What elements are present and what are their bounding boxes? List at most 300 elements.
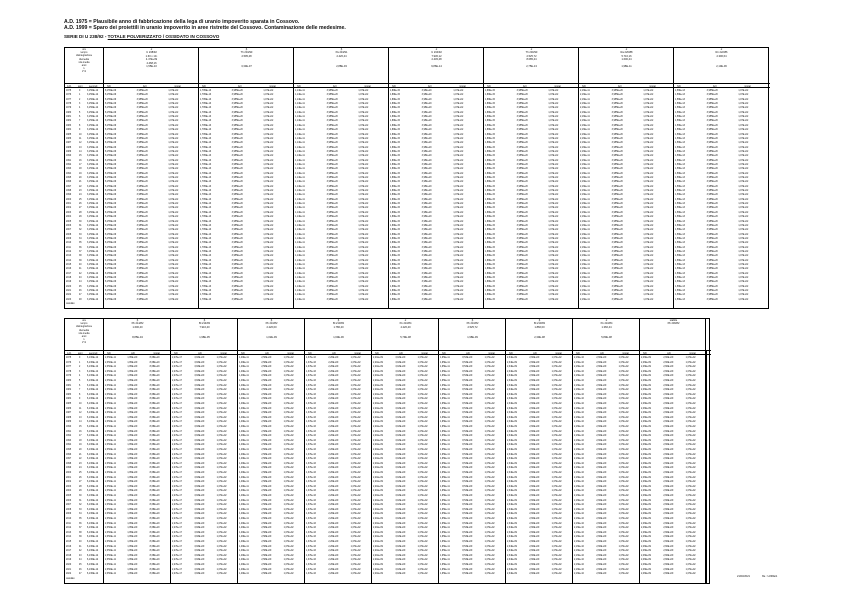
row-year: 2005 (66, 495, 72, 497)
row-value: 1,88E+15 (485, 168, 495, 171)
row-value: 3,93E+09 (194, 559, 205, 562)
row-value: 2,16E+11 (580, 246, 590, 249)
row-value: 1,88E+15 (390, 124, 400, 127)
row-value: 1,07E+02 (618, 481, 629, 484)
row-value: 8,68E+20 (149, 554, 160, 557)
row-value: 1,07E+02 (358, 111, 369, 114)
row-value: 1,95E+11 (440, 375, 450, 378)
row-value: 8,53E+09 (462, 554, 473, 557)
row-value: 1,07E+02 (358, 298, 369, 301)
row-value: 1,14E+11 (295, 129, 305, 132)
row-value: 3,955E+20 (231, 203, 243, 206)
row-value: 2,350E+11 (105, 384, 117, 387)
row-value: 1,14E+11 (295, 190, 305, 193)
row-value: 1,07E+02 (738, 194, 749, 197)
row-value: 1,07E+02 (484, 462, 495, 465)
row-value: 8,68E+20 (149, 495, 160, 497)
row-value: 3,95E+20 (421, 185, 432, 188)
row-value: 3,955E+20 (706, 203, 718, 206)
row-value: 2,21E+09 (373, 357, 383, 359)
row-seconds: 6,136E+12 (87, 462, 99, 465)
row-value: 1,07E+02 (168, 272, 179, 275)
table-row (65, 151, 770, 154)
row-value: 2,350E+11 (105, 398, 117, 401)
row-value: 3,95E+20 (421, 181, 432, 184)
row-value: 1,07E+02 (643, 268, 654, 271)
row-value: 2,46E+09 (641, 380, 651, 382)
row-value: 2,58E+09 (261, 559, 272, 562)
row-value: 1,07E+02 (350, 485, 361, 488)
row-value: 1,07E+02 (643, 216, 654, 219)
row-value: 3,955E+20 (136, 90, 148, 92)
row-seconds: 6,136E+12 (87, 527, 99, 530)
row-value: 1,88E+15 (485, 172, 495, 175)
row-value: 3,955E+20 (326, 220, 338, 223)
row-value: 2,16E+10 (574, 573, 584, 576)
row-year: 1984 (66, 398, 72, 401)
row-value: 1,07E+02 (283, 384, 294, 387)
row-value: 1,07E+02 (453, 233, 464, 236)
row-value: 1,07E+02 (453, 207, 464, 210)
row-value: 8,68E+20 (149, 398, 160, 401)
row-value: 1,37E+16 (306, 504, 316, 507)
row-value: 1,95E+11 (440, 554, 450, 557)
row-value: 1,07E+02 (685, 458, 696, 461)
row-value: 3,955E+20 (611, 233, 623, 236)
row-value: 1,07E+02 (358, 233, 369, 236)
row-anni: 6 (79, 384, 81, 387)
row-value: 3,955E+20 (516, 264, 528, 266)
row-anni: 20 (79, 449, 82, 451)
row-value: 1,07E+02 (417, 426, 428, 428)
row-value: 1,49E+11 (239, 490, 249, 493)
row-value: 1,07E+02 (548, 229, 559, 232)
isotope-parameter: 1,02E-09 (266, 336, 277, 340)
row-value: 1,07E+02 (168, 172, 179, 175)
row-value: 1,07E+02 (551, 504, 562, 507)
row-value: 2,26E+09 (328, 398, 339, 401)
row-value: 1,07E+02 (350, 449, 361, 451)
row-value: 1,95E+09 (127, 444, 138, 447)
row-seconds: 3,156E+12 (87, 116, 99, 119)
row-value: 1,07E+02 (484, 403, 495, 405)
row-value: 1,07E+02 (263, 116, 274, 119)
row-value: 1,95E+09 (127, 550, 138, 553)
row-value: 1,795E+13 (200, 190, 212, 193)
row-value: 1,07E+02 (685, 426, 696, 428)
isotope-parameter: 1.866,00 (534, 325, 545, 329)
row-value: 1,07E+02 (551, 518, 562, 520)
row-value: 1,07E+02 (263, 94, 274, 97)
row-value: 1,88E+15 (485, 120, 495, 123)
row-value: 1,88E+15 (390, 181, 400, 184)
row-value: 3,93E+09 (194, 499, 205, 502)
row-value: 1,95E+11 (440, 421, 450, 424)
row-value: 1,07E+02 (548, 190, 559, 193)
row-value: 2,58E+09 (261, 393, 272, 396)
row-value: 1,795E+13 (200, 129, 212, 132)
row-value: 2,16E+11 (580, 137, 590, 140)
subheader-act: A(t) (533, 351, 537, 355)
row-value: 1,07E+02 (216, 568, 227, 571)
row-value: 3,955E+20 (611, 198, 623, 201)
row-value: 1,07E+02 (484, 518, 495, 520)
row-value: 1,07E+02 (551, 384, 562, 387)
row-value: 2,27E+17 (172, 407, 182, 410)
row-value: 8,155E+09 (105, 129, 117, 132)
row-value: 1,95E+11 (440, 426, 450, 428)
isotope-name: Po 210/84 (600, 322, 613, 326)
row-value: 1,07E+02 (358, 90, 369, 92)
row-value: 2,16E+10 (574, 499, 584, 502)
row-value: 3,18E+09 (395, 490, 406, 493)
row-value: 2,16E+10 (574, 564, 584, 566)
row-value: 1,07E+02 (263, 211, 274, 214)
subheader-ad: A.D. (67, 351, 72, 355)
row-value: 1,07E+02 (643, 107, 654, 110)
row-value: 1,07E+02 (484, 453, 495, 456)
row-value: 1,07E+02 (551, 573, 562, 576)
row-value: 3,955E+20 (136, 237, 148, 240)
row-value: 1,07E+02 (350, 370, 361, 373)
row-value: 1,07E+02 (484, 504, 495, 507)
row-year: 2020 (66, 285, 72, 288)
row-value: 1,14E+11 (295, 90, 305, 92)
table-row (65, 103, 770, 106)
row-seconds: 6,136E+12 (87, 389, 99, 392)
row-value: 2,16E+11 (580, 159, 590, 162)
row-seconds: 3,156E+12 (87, 264, 99, 266)
row-seconds: 6,136E+12 (87, 361, 99, 364)
row-value: 2,66E+09 (663, 536, 674, 539)
row-value: 2,26E+09 (328, 522, 339, 525)
row-value: 1,07E+02 (283, 439, 294, 442)
row-value: 3,955E+20 (136, 185, 148, 188)
row-value: 2,34E+09 (507, 522, 517, 525)
row-value: 1,07E+02 (417, 541, 428, 543)
row-value: 1,07E+02 (453, 237, 464, 240)
row-value: 8,53E+09 (462, 527, 473, 530)
row-value: 2,34E+09 (507, 504, 517, 507)
row-value: 1,07E+02 (685, 490, 696, 493)
subheader-ad: A.D. (67, 84, 72, 88)
row-value: 2,350E+11 (105, 403, 117, 405)
row-value: 2,66E+09 (596, 458, 607, 461)
row-value: 2,27E+17 (172, 357, 182, 359)
axis-label: vita media (78, 331, 90, 335)
isotope-parameter: 2,10E-06 (716, 65, 727, 69)
row-value: 2,46E+09 (641, 370, 651, 373)
row-value: 1,07E+02 (358, 277, 369, 280)
row-value: 1,88E+15 (390, 207, 400, 210)
row-value: 2,27E+17 (172, 384, 182, 387)
row-value: 1,07E+02 (551, 426, 562, 428)
row-seconds: 3,156E+12 (87, 272, 99, 275)
row-anni: 38 (79, 255, 82, 258)
row-value: 1,07E+02 (417, 430, 428, 433)
isotope-parameter: 2.595,48 (241, 54, 252, 58)
row-value: 2,66E+09 (663, 412, 674, 415)
row-value: 1,07E+02 (685, 435, 696, 438)
row-value: 3,955E+20 (611, 124, 623, 127)
row-value: 8,68E+20 (149, 527, 160, 530)
row-value: 3,18E+09 (395, 398, 406, 401)
row-value: 1,88E+15 (390, 198, 400, 201)
row-value: 2,16E+11 (580, 129, 590, 132)
row-year: 2001 (66, 203, 72, 206)
row-year: 2023 (66, 298, 72, 301)
row-value: 3,955E+20 (611, 94, 623, 97)
row-value: 1,07E+02 (358, 150, 369, 153)
row-value: 1,07E+02 (358, 103, 369, 106)
row-value: 3,93E+09 (194, 568, 205, 571)
row-value: 3,955E+20 (706, 207, 718, 210)
isotope-parameter: 4.226,40 (400, 325, 411, 329)
row-value: 1,07E+02 (551, 412, 562, 415)
row-value: 1,95E+09 (127, 499, 138, 502)
row-value: 2,66E+09 (596, 453, 607, 456)
row-value: 8,155E+09 (105, 107, 117, 110)
row-value: 2,350E+11 (105, 389, 117, 392)
table-row (65, 247, 770, 250)
row-value: 1,07E+02 (358, 190, 369, 193)
table-row (65, 513, 711, 516)
row-value: 1,88E+15 (390, 277, 400, 280)
row-seconds: 6,136E+12 (87, 568, 99, 571)
row-value: 1,14E+11 (295, 177, 305, 179)
row-value: 3,95E+20 (421, 190, 432, 193)
row-value: 2,350E+11 (105, 495, 117, 497)
row-seconds: 3,156E+12 (87, 133, 99, 136)
row-value: 1,07E+02 (168, 177, 179, 179)
row-anni: 0 (79, 357, 81, 359)
row-value: 1,07E+02 (643, 185, 654, 188)
isotope-header (673, 48, 769, 83)
row-value: 1,07E+02 (358, 137, 369, 140)
row-value: 1,07E+02 (484, 384, 495, 387)
row-value: 1,07E+02 (453, 103, 464, 106)
row-value: 1,07E+02 (350, 541, 361, 543)
row-value: 3,93E+09 (194, 398, 205, 401)
row-value: 3,955E+20 (516, 250, 528, 253)
row-value: 3,955E+20 (611, 268, 623, 271)
row-value: 8,53E+09 (462, 462, 473, 465)
table-row (65, 107, 770, 110)
row-value: 1,07E+02 (263, 98, 274, 101)
row-value: 2,27E+17 (172, 495, 182, 497)
row-value: 1,07E+02 (263, 190, 274, 193)
row-value: 1,795E+13 (200, 133, 212, 136)
row-value: 2,21E+09 (373, 370, 383, 373)
row-value: 1,37E+16 (306, 485, 316, 488)
row-value: 2,26E+09 (328, 444, 339, 447)
row-value: 1,49E+11 (239, 361, 249, 364)
row-value: 1,07E+02 (618, 430, 629, 433)
row-value: 3,955E+20 (516, 172, 528, 175)
row-value: 1,07E+02 (643, 111, 654, 114)
row-value: 8,155E+09 (105, 150, 117, 153)
row-value: 2,46E+09 (641, 476, 651, 479)
row-seconds: 3,156E+12 (87, 103, 99, 106)
row-seconds: 3,156E+12 (87, 146, 99, 149)
row-value: 1,14E+11 (295, 242, 305, 245)
row-year: 1984 (66, 129, 72, 132)
row-value: 1,07E+02 (548, 272, 559, 275)
row-value: 2,27E+17 (172, 458, 182, 461)
row-anni: 22 (79, 458, 82, 461)
row-seconds: 3,156E+12 (87, 155, 99, 158)
row-value: 2,58E+09 (261, 476, 272, 479)
row-year: 2011 (66, 522, 71, 525)
row-year: 1992 (66, 435, 72, 438)
row-value: 8,53E+09 (462, 568, 473, 571)
table-row (65, 142, 770, 145)
row-value: 1,95E+11 (440, 449, 450, 451)
row-value: 2,66E+09 (529, 416, 540, 419)
row-value: 3,955E+20 (231, 103, 243, 106)
row-value: 3,955E+20 (326, 107, 338, 110)
row-anni: 27 (79, 207, 82, 210)
row-value: 2,58E+09 (261, 467, 272, 470)
row-value: 1,07E+02 (643, 155, 654, 158)
row-seconds: 3,156E+12 (87, 211, 99, 214)
row-value: 2,66E+09 (663, 380, 674, 382)
footer-label: ossidato (66, 303, 75, 306)
row-value: 1,95E+11 (440, 380, 450, 382)
row-value: 3,955E+20 (136, 255, 148, 258)
isotope-parameter: 2.445,48 (431, 58, 442, 62)
row-anni: 0 (79, 90, 81, 92)
row-value: 3,93E+09 (194, 467, 205, 470)
row-value: 1,88E+15 (485, 129, 495, 132)
row-value: 1,07E+02 (417, 518, 428, 520)
row-value: 1,07E+02 (283, 550, 294, 553)
row-value: 1,07E+02 (685, 370, 696, 373)
row-value: 1,07E+02 (548, 146, 559, 149)
row-anni: 21 (79, 181, 82, 184)
row-value: 1,07E+02 (484, 416, 495, 419)
row-value: 1,14E+11 (295, 229, 305, 232)
row-value: 1,07E+02 (358, 159, 369, 162)
row-value: 2,46E+09 (641, 531, 651, 534)
row-value: 3,955E+20 (231, 146, 243, 149)
row-value: 1,07E+02 (358, 163, 369, 166)
row-seconds: 6,136E+12 (87, 476, 99, 479)
row-value: 1,37E+16 (306, 573, 316, 576)
row-value: 1,88E+15 (485, 259, 495, 262)
row-value: 2,58E+09 (261, 545, 272, 548)
row-value: 1,07E+02 (551, 559, 562, 562)
row-value: 2,46E+09 (641, 449, 651, 451)
row-value: 1,88E+15 (390, 216, 400, 219)
row-value: 8,68E+20 (149, 435, 160, 438)
row-value: 3,955E+20 (706, 255, 718, 258)
row-value: 1,07E+02 (484, 449, 495, 451)
row-value: 1,07E+02 (738, 90, 749, 92)
row-value: 1,88E+15 (485, 111, 495, 114)
row-value: 1,07E+02 (216, 380, 227, 382)
row-value: 1,14E+11 (295, 281, 305, 284)
row-value: 2,66E+09 (663, 472, 674, 474)
row-value: 1,07E+02 (283, 495, 294, 497)
row-value: 1,07E+02 (618, 398, 629, 401)
row-value: 1,07E+02 (216, 536, 227, 539)
row-value: 3,955E+20 (706, 272, 718, 275)
row-value: 2,66E+09 (663, 485, 674, 488)
row-year: 2004 (66, 216, 72, 219)
row-year: 2003 (66, 211, 72, 214)
row-value: 8,53E+09 (462, 416, 473, 419)
row-value: 1,95E+11 (440, 366, 450, 369)
table-row (65, 421, 711, 424)
row-value: 1,58E+13 (675, 277, 685, 280)
row-value: 3,93E+09 (194, 545, 205, 548)
row-value: 3,95E+20 (421, 120, 432, 123)
row-value: 3,18E+09 (395, 380, 406, 382)
row-value: 2,58E+09 (261, 508, 272, 511)
row-value: 3,955E+20 (136, 107, 148, 110)
table-row (65, 229, 770, 232)
row-value: 1,95E+11 (440, 564, 450, 566)
row-value: 1,58E+13 (675, 268, 685, 271)
row-value: 1,95E+09 (127, 458, 138, 461)
row-year: 2019 (66, 559, 72, 562)
row-value: 1,07E+02 (283, 375, 294, 378)
row-value: 2,46E+09 (641, 467, 651, 470)
row-value: 3,955E+20 (611, 133, 623, 136)
row-value: 1,58E+13 (675, 298, 685, 301)
row-value: 1,07E+02 (548, 124, 559, 127)
row-value: 3,95E+20 (421, 250, 432, 253)
row-value: 1,37E+16 (306, 412, 316, 415)
row-value: 1,07E+02 (168, 94, 179, 97)
isotope-name: Pa 234/91 (335, 51, 348, 55)
row-value: 1,07E+02 (551, 564, 562, 566)
row-value: 3,955E+20 (706, 111, 718, 114)
table-row (65, 527, 711, 530)
row-value: 1,07E+02 (453, 272, 464, 275)
row-value: 1,88E+15 (485, 181, 495, 184)
row-value: 3,955E+20 (516, 203, 528, 206)
row-value: 8,68E+20 (149, 361, 160, 364)
row-value: 1,07E+02 (263, 177, 274, 179)
row-year: 2019 (66, 281, 72, 284)
row-anni: 45 (79, 285, 82, 288)
row-value: 1,07E+02 (350, 462, 361, 465)
row-value: 1,37E+16 (306, 375, 316, 378)
row-value: 2,16E+10 (574, 430, 584, 433)
row-value: 2,16E+10 (574, 545, 584, 548)
row-value: 1,49E+11 (239, 504, 249, 507)
row-seconds: 6,136E+12 (87, 504, 99, 507)
row-value: 1,07E+02 (453, 242, 464, 245)
row-year: 1991 (66, 159, 72, 162)
row-value: 3,18E+09 (395, 559, 406, 562)
row-value: 3,955E+20 (611, 103, 623, 106)
row-value: 3,955E+20 (136, 94, 148, 97)
row-value: 3,95E+20 (421, 137, 432, 140)
row-seconds: 3,156E+12 (87, 90, 99, 92)
row-value: 8,68E+20 (149, 462, 160, 465)
isotope-name: Pb 214/82 (131, 322, 144, 326)
row-value: 1,07E+02 (618, 518, 629, 520)
row-value: 1,88E+15 (485, 211, 495, 214)
isotope-decay-mode: α (435, 48, 438, 51)
row-value: 2,350E+11 (105, 430, 117, 433)
row-value: 2,46E+09 (641, 573, 651, 576)
table-row (65, 116, 770, 119)
table-row (65, 490, 711, 493)
